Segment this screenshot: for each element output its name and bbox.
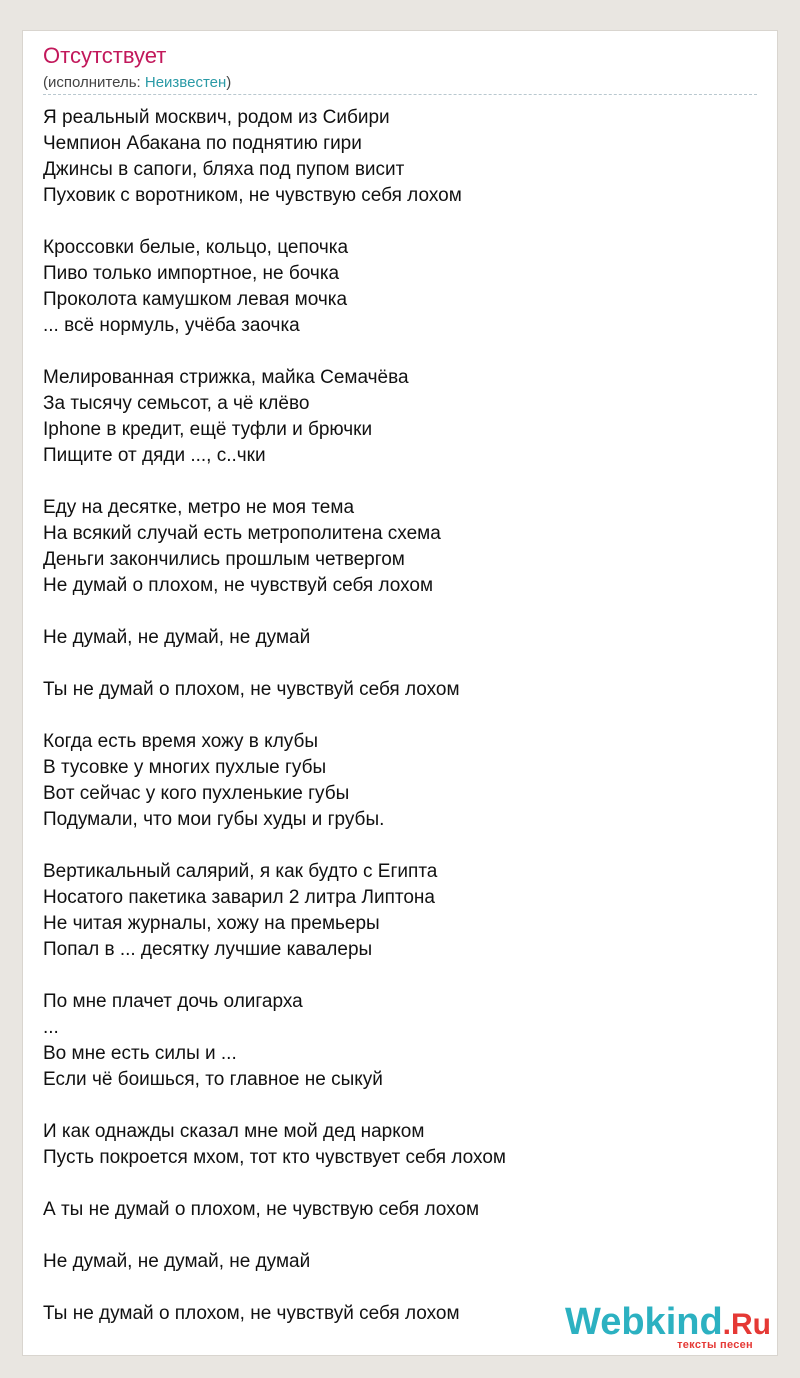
lyric-line: ... всё нормуль, учёба заочка [43, 315, 300, 336]
lyric-line: Iphone в кредит, ещё туфли и брючки [43, 419, 373, 440]
lyric-line: Вот сейчас у кого пухленькие губы [43, 783, 350, 804]
lyrics-text [43, 105, 757, 1327]
lyric-line: Проколота камушком левая мочка [43, 289, 348, 310]
stanza-gap [43, 469, 757, 495]
lyric-line: Кроссовки белые, кольцо, цепочка [43, 237, 349, 258]
stanza-gap [43, 599, 757, 625]
lyric-line: Пусть покроется мхом, тот кто чувствует себя лохом [43, 1147, 506, 1168]
lyric-line: Вертикальный салярий, я как будто с Египта [43, 861, 438, 882]
lyric-line: Деньги закончились прошлым четвергом [43, 549, 405, 570]
artist-suffix: ) [226, 74, 232, 91]
lyric-line: За тысячу семьсот, а чё клёво [43, 393, 310, 414]
lyric-line: Ты не думай о плохом, не чувствуй себя лохом [43, 1303, 460, 1324]
logo-main-text: Webkind [565, 1301, 723, 1343]
lyric-line: А ты не думай о плохом, не чувствую себя лохом [43, 1199, 480, 1220]
lyrics-page [22, 30, 778, 1356]
lyric-line: Пуховик с воротником, не чувствую себя лохом [43, 185, 462, 206]
lyric-line: В тусовке у многих пухлые губы [43, 757, 327, 778]
lyric-line: Ты не думай о плохом, не чувствуй себя лохом [43, 679, 460, 700]
stanza-gap [43, 1223, 757, 1249]
stanza-gap [43, 209, 757, 235]
song-title: Отсутствует [43, 43, 167, 68]
artist-link[interactable]: Неизвестен [144, 74, 227, 91]
lyric-line: Я реальный москвич, родом из Сибири [43, 107, 390, 128]
artist-prefix: (исполнитель: [43, 74, 145, 91]
header-divider [43, 94, 757, 95]
lyric-line: Если чё боишься, то главное не сыкуй [43, 1069, 383, 1090]
stanza-gap [43, 703, 757, 729]
lyric-line: Попал в ... десятку лучшие кавалеры [43, 939, 373, 960]
lyric-line: Не думай о плохом, не чувствуй себя лохом [43, 575, 434, 596]
site-logo[interactable] [565, 1302, 771, 1351]
lyric-line: ... [43, 1017, 59, 1038]
stanza-gap [43, 833, 757, 859]
lyric-line: Когда есть время хожу в клубы [43, 731, 319, 752]
stanza-gap [43, 963, 757, 989]
lyric-line: Пиво только импортное, не бочка [43, 263, 340, 284]
stanza-gap [43, 339, 757, 365]
stanza-gap [43, 1093, 757, 1119]
lyric-line: И как однажды сказал мне мой дед нарком [43, 1121, 425, 1142]
artist-line [43, 73, 231, 93]
lyric-line: Мелированная стрижка, майка Семачёва [43, 367, 409, 388]
lyric-line: Еду на десятке, метро не моя тема [43, 497, 355, 518]
logo-tagline: тексты песен [677, 1339, 753, 1351]
stanza-gap [43, 651, 757, 677]
lyric-line: Чемпион Абакана по поднятию гири [43, 133, 362, 154]
lyric-line: По мне плачет дочь олигарха [43, 991, 303, 1012]
lyric-line: Во мне есть силы и ... [43, 1043, 237, 1064]
lyric-line: Не читая журналы, хожу на премьеры [43, 913, 380, 934]
lyric-line: Не думай, не думай, не думай [43, 1251, 311, 1272]
lyric-line: Носатого пакетика заварил 2 литра Липтона [43, 887, 435, 908]
lyric-line: Джинсы в сапоги, бляха под пупом висит [43, 159, 405, 180]
lyric-line: Подумали, что мои губы худы и грубы. [43, 809, 385, 830]
lyric-line: Пищите от дяди ..., с..чки [43, 445, 266, 466]
stanza-gap [43, 1171, 757, 1197]
logo-domain-text: .Ru [722, 1308, 771, 1341]
stanza-gap [43, 1275, 757, 1301]
lyric-line: На всякий случай есть метрополитена схема [43, 523, 441, 544]
lyric-line: Не думай, не думай, не думай [43, 627, 311, 648]
